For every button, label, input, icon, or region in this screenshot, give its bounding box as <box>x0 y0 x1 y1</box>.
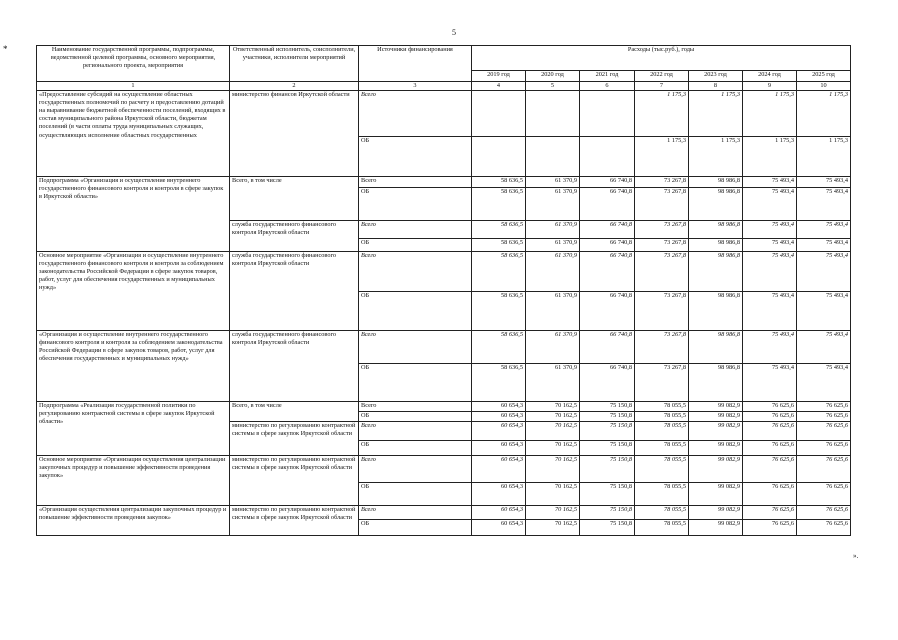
funding-source-cell: ОБ <box>359 483 472 506</box>
funding-source-cell: ОБ <box>359 364 472 402</box>
expense-value-cell: 70 162,5 <box>526 483 580 506</box>
funding-source-cell: Всего <box>359 221 472 239</box>
funding-source-cell: Всего <box>359 422 472 441</box>
executor-cell: Всего, в том числе <box>230 402 359 422</box>
expense-value-cell: 75 493,4 <box>797 252 851 292</box>
expense-value-cell: 76 625,6 <box>743 483 797 506</box>
expense-value-cell: 58 636,5 <box>472 239 526 252</box>
expense-value-cell: 60 654,3 <box>472 483 526 506</box>
expense-value-cell: 76 625,6 <box>743 506 797 520</box>
funding-source-cell: Всего <box>359 506 472 520</box>
expense-value-cell: 61 370,9 <box>526 239 580 252</box>
expense-value-cell: 76 625,6 <box>743 412 797 422</box>
expense-value-cell: 60 654,3 <box>472 441 526 456</box>
expense-value-cell: 66 740,8 <box>580 188 635 221</box>
expense-value-cell: 98 986,8 <box>689 188 743 221</box>
expense-value-cell: 76 625,6 <box>797 506 851 520</box>
table-row <box>37 506 851 520</box>
header-year: 2023 год <box>689 71 743 82</box>
column-number: 9 <box>743 82 797 91</box>
expense-value-cell: 78 055,5 <box>635 483 689 506</box>
executor-cell: министерство по регулированию контрактной системы в сфере закупок Иркутской области <box>230 506 359 536</box>
table-row <box>37 91 851 137</box>
table-row <box>37 177 851 188</box>
expense-value-cell: 76 625,6 <box>797 520 851 536</box>
expense-value-cell: 75 493,4 <box>797 292 851 331</box>
expense-value-cell: 75 150,8 <box>580 412 635 422</box>
expense-value-cell: 78 055,5 <box>635 520 689 536</box>
expense-value-cell: 75 150,8 <box>580 506 635 520</box>
program-name-cell: «Предоставление субсидий на осуществление областных государственных полномочий по расчету и предоставлению дотаций на выравнивание бюджетной обеспеченности поселений, входящих в состав муниципального района Иркутской области, бюджетам поселений (в части оплаты труда муниципальных служащих, осуществляющих исполнение областных государственных <box>37 91 230 177</box>
expense-value-cell: 98 986,8 <box>689 364 743 402</box>
expense-value-cell: 61 370,9 <box>526 292 580 331</box>
expense-value-cell: 75 493,4 <box>743 292 797 331</box>
expense-value-cell: 75 493,4 <box>743 177 797 188</box>
expense-value-cell: 70 162,5 <box>526 422 580 441</box>
expense-value-cell: 1 175,3 <box>743 91 797 137</box>
expense-value-cell: 73 267,8 <box>635 188 689 221</box>
expense-value-cell: 61 370,9 <box>526 221 580 239</box>
expense-value-cell: 1 175,3 <box>797 137 851 177</box>
expense-value-cell: 98 986,8 <box>689 239 743 252</box>
expense-value-cell: 76 625,6 <box>743 520 797 536</box>
expense-value-cell <box>580 91 635 137</box>
expense-value-cell: 75 493,4 <box>797 177 851 188</box>
expense-value-cell: 78 055,5 <box>635 506 689 520</box>
executor-cell: служба государственного финансового контроля Иркутской области <box>230 221 359 252</box>
program-name-cell: Подпрограмма «Реализация государственной политики по регулированию контрактной системы в сфере закупок Иркутской области» <box>37 402 230 456</box>
budget-table <box>36 45 851 536</box>
expense-value-cell: 60 654,3 <box>472 506 526 520</box>
expense-value-cell: 76 625,6 <box>743 422 797 441</box>
expense-value-cell <box>526 137 580 177</box>
expense-value-cell <box>580 137 635 177</box>
expense-value-cell: 60 654,3 <box>472 520 526 536</box>
expense-value-cell: 66 740,8 <box>580 364 635 402</box>
expense-value-cell: 76 625,6 <box>743 456 797 483</box>
expense-value-cell: 58 636,5 <box>472 177 526 188</box>
funding-source-cell: ОБ <box>359 292 472 331</box>
expense-value-cell: 75 493,4 <box>797 188 851 221</box>
expense-value-cell: 75 493,4 <box>743 239 797 252</box>
closing-quote: ». <box>853 552 859 560</box>
expense-value-cell: 78 055,5 <box>635 441 689 456</box>
expense-value-cell: 61 370,9 <box>526 188 580 221</box>
program-name-cell: Основное мероприятие «Организация осуществления централизации закупочных процедур и повышение эффективности проведения закупок» <box>37 456 230 506</box>
funding-source-cell: Всего <box>359 331 472 364</box>
expense-value-cell: 75 150,8 <box>580 520 635 536</box>
header-year: 2024 год <box>743 71 797 82</box>
header-year: 2022 год <box>635 71 689 82</box>
expense-value-cell: 75 150,8 <box>580 422 635 441</box>
program-name-cell: «Организация и осуществление внутреннего государственного финансового контроля и контроля за соблюдением законодательства Российской Федерации в сфере закупок товаров, работ, услуг для обеспечения государственных и муниципальных нужд» <box>37 331 230 402</box>
expense-value-cell: 99 082,9 <box>689 520 743 536</box>
expense-value-cell: 66 740,8 <box>580 239 635 252</box>
page-number: 5 <box>452 28 456 37</box>
expense-value-cell: 73 267,8 <box>635 364 689 402</box>
header-executor: Ответственный исполнитель, соисполнители, участники, исполнители мероприятий <box>230 46 359 82</box>
expense-value-cell: 99 082,9 <box>689 412 743 422</box>
funding-source-cell: ОБ <box>359 137 472 177</box>
executor-cell: министерство финансов Иркутской области <box>230 91 359 177</box>
expense-value-cell: 73 267,8 <box>635 221 689 239</box>
expense-value-cell: 66 740,8 <box>580 177 635 188</box>
expense-value-cell: 70 162,5 <box>526 441 580 456</box>
column-number: 8 <box>689 82 743 91</box>
table-row <box>37 402 851 412</box>
expense-value-cell: 99 082,9 <box>689 441 743 456</box>
expense-value-cell: 99 082,9 <box>689 402 743 412</box>
expense-value-cell <box>472 137 526 177</box>
expense-value-cell: 70 162,5 <box>526 520 580 536</box>
expense-value-cell: 58 636,5 <box>472 331 526 364</box>
expense-value-cell: 75 493,4 <box>797 239 851 252</box>
expense-value-cell: 1 175,3 <box>635 137 689 177</box>
expense-value-cell: 76 625,6 <box>797 422 851 441</box>
funding-source-cell: ОБ <box>359 239 472 252</box>
expense-value-cell: 73 267,8 <box>635 292 689 331</box>
expense-value-cell: 75 150,8 <box>580 441 635 456</box>
expense-value-cell: 76 625,6 <box>797 456 851 483</box>
funding-source-cell: ОБ <box>359 188 472 221</box>
expense-value-cell: 60 654,3 <box>472 422 526 441</box>
header-year: 2025 год <box>797 71 851 82</box>
column-number: 2 <box>230 82 359 91</box>
expense-value-cell: 1 175,3 <box>797 91 851 137</box>
funding-source-cell: Всего <box>359 252 472 292</box>
expense-value-cell: 73 267,8 <box>635 239 689 252</box>
expense-value-cell: 75 493,4 <box>743 221 797 239</box>
expense-value-cell: 1 175,3 <box>743 137 797 177</box>
expense-value-cell: 66 740,8 <box>580 292 635 331</box>
expense-value-cell: 1 175,3 <box>635 91 689 137</box>
expense-value-cell: 75 150,8 <box>580 402 635 412</box>
expense-value-cell: 60 654,3 <box>472 402 526 412</box>
expense-value-cell: 78 055,5 <box>635 456 689 483</box>
column-number: 5 <box>526 82 580 91</box>
executor-cell: служба государственного финансового контроля Иркутской области <box>230 331 359 402</box>
expense-value-cell: 58 636,5 <box>472 188 526 221</box>
header-expenses: Расходы (тыс.руб.), годы <box>472 46 851 71</box>
expense-value-cell: 70 162,5 <box>526 412 580 422</box>
funding-source-cell: Всего <box>359 177 472 188</box>
expense-value-cell: 76 625,6 <box>743 441 797 456</box>
expense-value-cell: 75 493,4 <box>743 364 797 402</box>
expense-value-cell: 60 654,3 <box>472 412 526 422</box>
table-body <box>37 91 851 536</box>
expense-value-cell <box>472 91 526 137</box>
program-name-cell: Основное мероприятие «Организация и осуществление внутреннего государственного финансового контроля и контроля за соблюдением законодательства Российской Федерации в сфере закупок товаров, работ, услуг для обеспечения государственных и муниципальных нужд» <box>37 252 230 331</box>
column-number-row <box>37 82 851 91</box>
expense-value-cell: 78 055,5 <box>635 402 689 412</box>
funding-source-cell: Всего <box>359 456 472 483</box>
expense-value-cell: 98 986,8 <box>689 221 743 239</box>
table-row <box>37 331 851 364</box>
expense-value-cell: 76 625,6 <box>797 483 851 506</box>
expense-value-cell: 58 636,5 <box>472 252 526 292</box>
expense-value-cell: 76 625,6 <box>743 402 797 412</box>
expense-value-cell: 75 493,4 <box>797 331 851 364</box>
expense-value-cell: 98 986,8 <box>689 177 743 188</box>
expense-value-cell: 73 267,8 <box>635 177 689 188</box>
expense-value-cell: 73 267,8 <box>635 252 689 292</box>
expense-value-cell: 99 082,9 <box>689 456 743 483</box>
expense-value-cell: 75 493,4 <box>743 331 797 364</box>
expense-value-cell: 73 267,8 <box>635 331 689 364</box>
expense-value-cell: 61 370,9 <box>526 331 580 364</box>
executor-cell: служба государственного финансового контроля Иркутской области <box>230 252 359 331</box>
expense-value-cell: 98 986,8 <box>689 292 743 331</box>
header-year: 2019 год <box>472 71 526 82</box>
expense-value-cell: 61 370,9 <box>526 364 580 402</box>
expense-value-cell: 99 082,9 <box>689 506 743 520</box>
expense-value-cell: 66 740,8 <box>580 331 635 364</box>
executor-cell: министерство по регулированию контрактной системы в сфере закупок Иркутской области <box>230 456 359 506</box>
column-number: 4 <box>472 82 526 91</box>
expense-value-cell: 78 055,5 <box>635 422 689 441</box>
funding-source-cell: ОБ <box>359 520 472 536</box>
column-number: 6 <box>580 82 635 91</box>
expense-value-cell: 76 625,6 <box>797 402 851 412</box>
column-number: 3 <box>359 82 472 91</box>
executor-cell: министерство по регулированию контрактной системы в сфере закупок Иркутской области <box>230 422 359 456</box>
table-row <box>37 456 851 483</box>
expense-value-cell: 99 082,9 <box>689 422 743 441</box>
header-year: 2020 год <box>526 71 580 82</box>
expense-value-cell: 66 740,8 <box>580 221 635 239</box>
expense-value-cell: 75 493,4 <box>797 364 851 402</box>
expense-value-cell: 99 082,9 <box>689 483 743 506</box>
expense-value-cell: 98 986,8 <box>689 331 743 364</box>
program-name-cell: «Организация осуществления централизации закупочных процедур и повышение эффективности проведения закупок» <box>37 506 230 536</box>
expense-value-cell: 58 636,5 <box>472 221 526 239</box>
expense-value-cell: 1 175,3 <box>689 137 743 177</box>
expense-value-cell: 60 654,3 <box>472 456 526 483</box>
funding-source-cell: ОБ <box>359 412 472 422</box>
expense-value-cell: 75 150,8 <box>580 483 635 506</box>
expense-value-cell: 58 636,5 <box>472 364 526 402</box>
expense-value-cell: 75 493,4 <box>743 252 797 292</box>
expense-value-cell: 58 636,5 <box>472 292 526 331</box>
header-year: 2021 год <box>580 71 635 82</box>
expense-value-cell: 61 370,9 <box>526 252 580 292</box>
expense-value-cell: 76 625,6 <box>797 412 851 422</box>
expense-value-cell: 1 175,3 <box>689 91 743 137</box>
column-number: 10 <box>797 82 851 91</box>
executor-cell: Всего, в том числе <box>230 177 359 221</box>
expense-value-cell: 70 162,5 <box>526 456 580 483</box>
funding-source-cell: Всего <box>359 91 472 137</box>
expense-value-cell: 76 625,6 <box>797 441 851 456</box>
expense-value-cell: 75 493,4 <box>743 188 797 221</box>
program-name-cell: Подпрограмма «Организация и осуществление внутреннего государственного финансового контроля и контроля в сфере закупок в Иркутской области» <box>37 177 230 252</box>
column-number: 7 <box>635 82 689 91</box>
expense-value-cell: 61 370,9 <box>526 177 580 188</box>
expense-value-cell: 70 162,5 <box>526 506 580 520</box>
expense-value-cell: 75 493,4 <box>797 221 851 239</box>
expense-value-cell: 75 150,8 <box>580 456 635 483</box>
table-row <box>37 252 851 292</box>
margin-mark: * <box>3 44 8 54</box>
expense-value-cell <box>526 91 580 137</box>
column-number: 1 <box>37 82 230 91</box>
header-name: Наименование государственной программы, подпрограммы, ведомственной целевой программы, основного мероприятия, регионального проекта, мероприятия <box>37 46 230 82</box>
funding-source-cell: ОБ <box>359 441 472 456</box>
expense-value-cell: 70 162,5 <box>526 402 580 412</box>
expense-value-cell: 66 740,8 <box>580 252 635 292</box>
expense-value-cell: 78 055,5 <box>635 412 689 422</box>
expense-value-cell: 98 986,8 <box>689 252 743 292</box>
funding-source-cell: Всего <box>359 402 472 412</box>
header-source: Источники финансирования <box>359 46 472 82</box>
